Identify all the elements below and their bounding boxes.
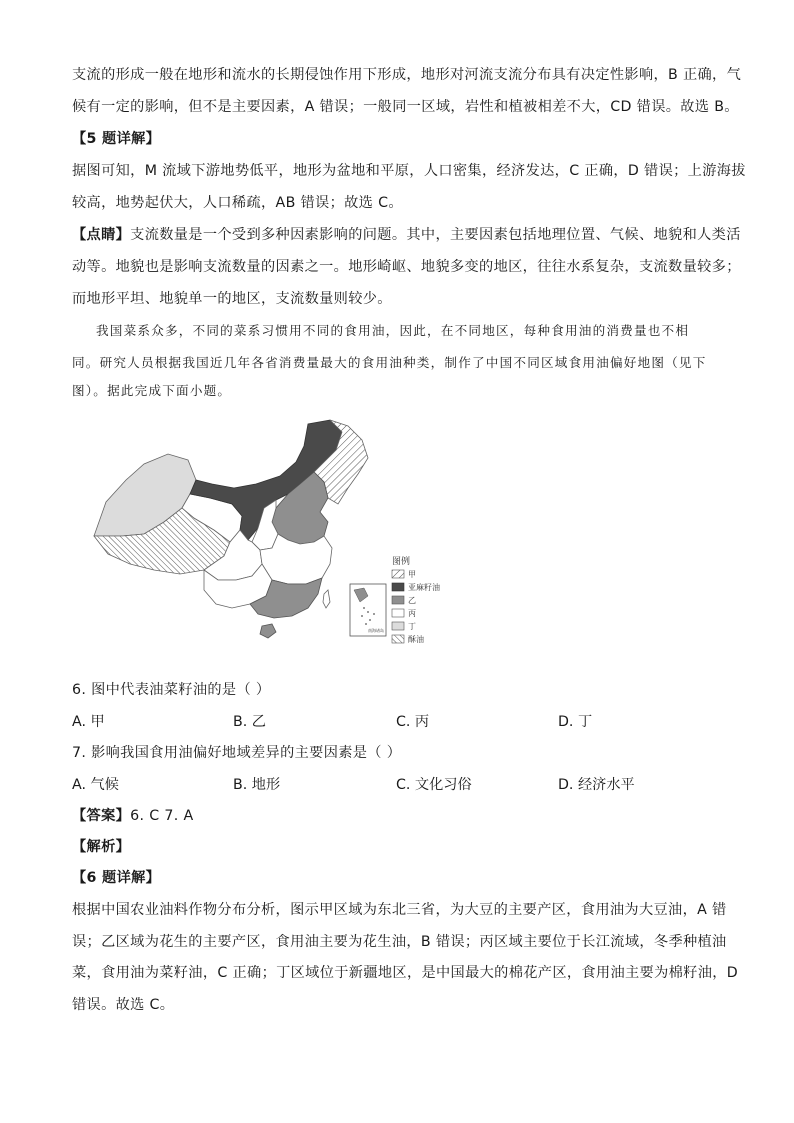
section-heading: 【6 题详解】 <box>72 870 161 886</box>
intro-line: 同。研究人员根据我国近几年各省消费量最大的食用油种类，制作了中国不同区域食用油偏好地图（见下 <box>72 355 707 370</box>
option-a[interactable]: A. 甲 <box>72 714 105 730</box>
map-legend <box>392 555 440 644</box>
option-c[interactable]: C. 文化习俗 <box>396 777 472 793</box>
answer-line <box>72 805 194 827</box>
option-b[interactable]: B. 地形 <box>233 777 281 793</box>
legend-item: 丙 <box>408 609 416 618</box>
question-stem: 7. 影响我国食用油偏好地域差异的主要因素是（ ） <box>72 745 402 761</box>
legend-item: 亚麻籽油 <box>408 583 440 592</box>
question-stem: 6. 图中代表油菜籽油的是（ ） <box>72 682 271 698</box>
tip-line <box>72 224 741 246</box>
legend-item: 丁 <box>408 622 416 631</box>
legend-item: 乙 <box>408 596 416 605</box>
paragraph-line: 动等。地貌也是影响支流数量的因素之一。地形崎岖、地貌多变的地区，往往水系复杂，支流数量较多； <box>72 259 741 275</box>
intro-line: 图）。据此完成下面小题。 <box>72 383 232 398</box>
paragraph-line: 根据中国农业油料作物分布分析，图示甲区域为东北三省，为大豆的主要产区，食用油为大豆油，A 错 <box>72 902 727 918</box>
paragraph-line: 据图可知，M 流域下游地势低平，地形为盆地和平原，人口密集，经济发达，C 正确，D 错误；上游海拔 <box>72 163 746 179</box>
paragraph-line: 误；乙区域为花生的主要产区，食用油主要为花生油，B 错误；丙区域主要位于长江流域，冬季种植油 <box>72 934 727 950</box>
legend-item: 酥油 <box>408 635 424 644</box>
answer-text: 6. C 7. A <box>130 808 194 824</box>
paragraph-line: 菜，食用油为菜籽油，C 正确；丁区域位于新疆地区，是中国最大的棉花产区，食用油主要为棉籽油，D <box>72 965 739 981</box>
option-a[interactable]: A. 气候 <box>72 777 119 793</box>
paragraph-line: 较高，地势起伏大，人口稀疏，AB 错误；故选 C。 <box>72 195 403 211</box>
section-heading: 【5 题详解】 <box>72 131 161 147</box>
option-d[interactable]: D. 丁 <box>558 714 593 730</box>
paragraph-line: 候有一定的影响，但不是主要因素，A 错误；一般同一区域，岩性和植被相差不大，CD 错误。故选 B。 <box>72 99 739 115</box>
tip-label: 【点睛】 <box>72 227 131 243</box>
option-c[interactable]: C. 丙 <box>396 714 430 730</box>
analysis-heading: 【解析】 <box>72 839 131 855</box>
answer-label: 【答案】 <box>72 808 131 824</box>
legend-item: 甲 <box>408 570 416 579</box>
intro-line: 我国菜系众多，不同的菜系习惯用不同的食用油，因此，在不同地区，每种食用油的消费量也不相 <box>96 323 690 338</box>
region-hainan <box>260 624 276 638</box>
china-oil-preference-map <box>92 418 452 658</box>
paragraph-line: 支流的形成一般在地形和流水的长期侵蚀作用下形成，地形对河流支流分布具有决定性影响，B 正确，气 <box>72 67 742 83</box>
option-d[interactable]: D. 经济水平 <box>558 777 635 793</box>
option-b[interactable]: B. 乙 <box>233 714 266 730</box>
inset-label: 南海诸岛 <box>368 628 384 633</box>
legend-title: 图例 <box>392 557 411 567</box>
paragraph-line: 而地形平坦、地貌单一的地区，支流数量则较少。 <box>72 291 392 307</box>
region-taiwan <box>323 590 330 608</box>
tip-text: 支流数量是一个受到多种因素影响的问题。其中，主要因素包括地理位置、气候、地貌和人类活 <box>130 227 741 243</box>
paragraph-line: 错误。故选 C。 <box>72 997 175 1013</box>
